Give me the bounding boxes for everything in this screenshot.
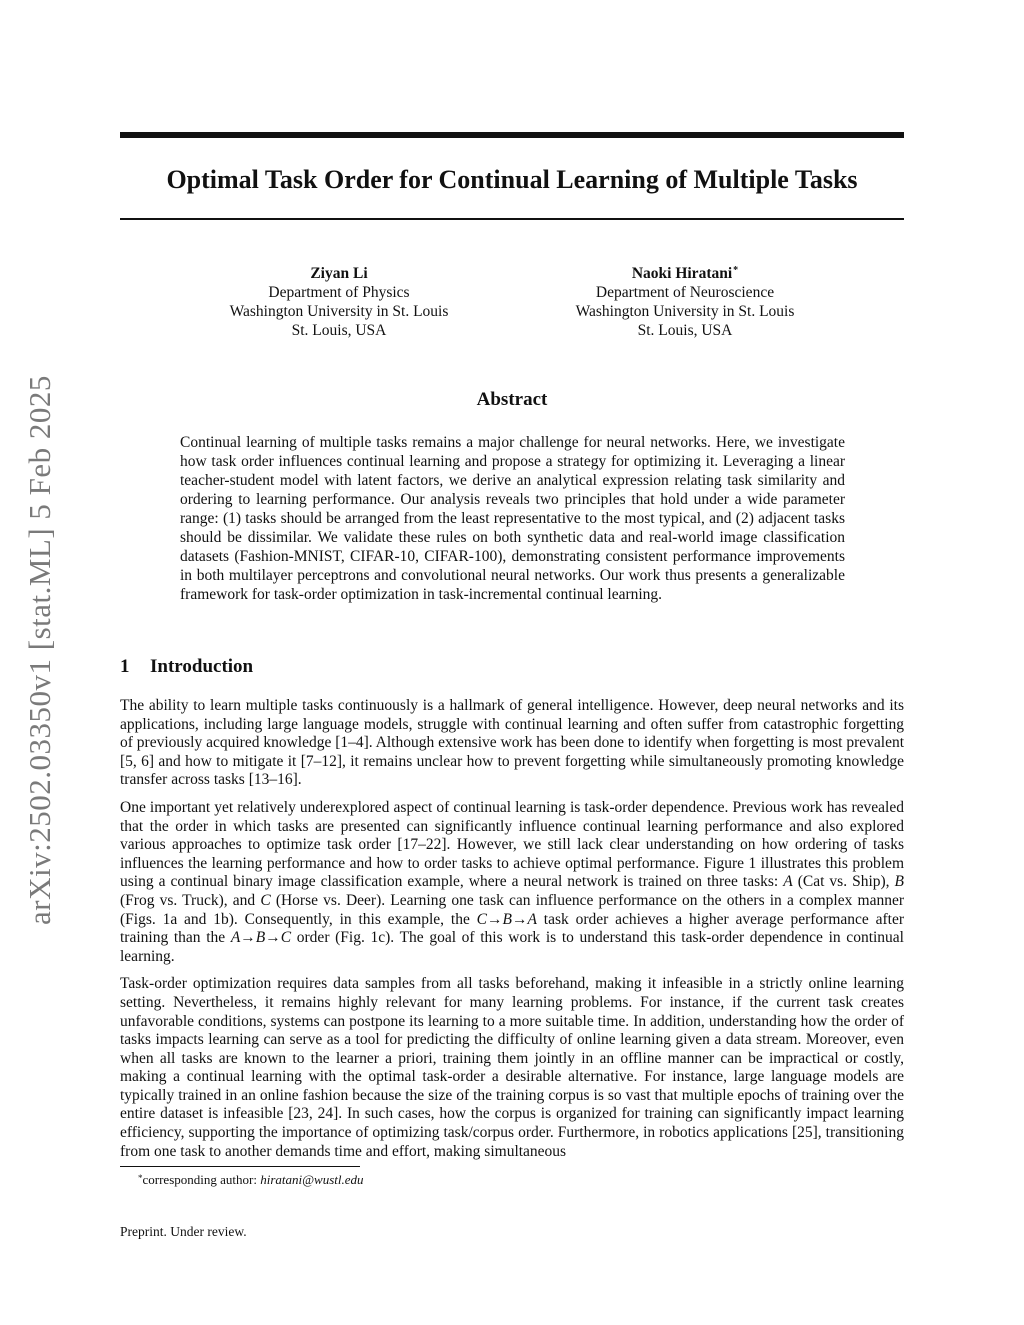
email-link[interactable]: hiratani@wustl.edu: [260, 1172, 364, 1187]
task-order: A→B→C: [230, 929, 292, 947]
task-order: C→B→A: [476, 910, 537, 928]
footnote-rule: [120, 1166, 360, 1167]
author-name: Ziyan Li: [310, 265, 368, 282]
title-bottom-rule: [120, 218, 904, 220]
author-institution: Washington University in St. Louis: [229, 303, 449, 320]
preprint-note: Preprint. Under review.: [120, 1224, 247, 1239]
abstract-heading: Abstract: [476, 389, 548, 410]
paper-title: Optimal Task Order for Continual Learning of Multiple Tasks: [166, 165, 858, 194]
author-institution: Washington University in St. Louis: [575, 303, 795, 320]
paragraph: Task-order optimization requires data samples from all tasks beforehand, making it infeasible in a strictly online learning setting. Nevertheless, it remains highly relevant for many learning problems. For instance, if the current task creates unfavorable conditions, systems can postpone its learning to a more suitable time. In addition, understanding how the order of tasks impacts learning can serve as a tool for predicting the difficulty of online learning given a data stream. Moreover, even when all tasks are known to the learner a priori, training them jointly in an offline manner can be impractical or costly, making a continual learning with the optimal task-order a desirable alternative. For instance, large language models are typically trained in an online fashion because the size of the training corpus is so vast that multiple epochs of training over the entire dataset is infeasible [23, 24]. In such cases, how the corpus is organized for training can significantly impact learning efficiency, supporting the importance of optimizing task/corpus order. Furthermore, in robotics applications [25], transitioning from one task to another demands time and effort, making simultaneous: [120, 975, 904, 1160]
footnote-marker: *: [138, 1173, 143, 1183]
introduction-body: [120, 697, 904, 1161]
footnote-marker: *: [733, 265, 739, 276]
task-symbol: A: [783, 873, 793, 891]
section-number: 1: [120, 656, 130, 677]
author-department: Department of Physics: [268, 284, 410, 301]
section-heading-introduction: [120, 654, 904, 680]
task-symbol: C: [260, 891, 271, 909]
author-location: St. Louis, USA: [291, 322, 387, 339]
author-block-1: [198, 264, 480, 340]
arxiv-identifier-stamp: arXiv:2502.03350v1 [stat.ML] 5 Feb 2025: [22, 375, 57, 925]
paragraph: The ability to learn multiple tasks continuously is a hallmark of general intelligence. However, deep neural networks and its applications, including large language models, struggle with continual learning and often suffer from catastrophic forgetting of previously acquired knowledge [1–4]. Although extensive work has been done to identify when forgetting is most prevalent [5, 6] and how to mitigate it [7–12], it remains unclear how to prevent forgetting while simultaneously promoting knowledge transfer across tasks [13–16].: [120, 697, 905, 789]
footnote: *corresponding author: hiratani@wustl.edu: [138, 1172, 364, 1187]
title-top-rule: [120, 132, 904, 138]
section-title: Introduction: [150, 656, 254, 677]
paragraph: One important yet relatively underexplored aspect of continual learning is task-order dependence. Previous work has revealed that the order in which tasks are presented can significantly influence continual learning performance and also explored various approaches to optimize task order [17–22]. However, we still lack clear understanding on how ordering of tasks influences the learning performance and how to order tasks to achieve optimal performance. Figure 1 illustrates this problem using a continual binary image classification example, where a neural network is trained on three tasks: A (Cat vs. Ship), B (Frog vs. Truck), and C (Horse vs. Deer). Learning one task can influence performance on the others in a complex manner (Figs. 1a and 1b). Consequently, in this example, the C→B→A task order achieves a higher average performance after training than the A→B→C order (Fig. 1c). The goal of this work is to understand this task-order dependence in continual learning.: [120, 798, 905, 965]
author-department: Department of Neuroscience: [595, 284, 775, 301]
task-symbol: B: [894, 873, 905, 891]
author-block-2: [544, 264, 826, 340]
abstract-text: Continual learning of multiple tasks remains a major challenge for neural networks. Here, we investigate how task order influences continual learning and propose a strategy for optimizing it. Leveraging a linear teacher-student model with latent factors, we derive an analytical expression relating task similarity and ordering to learning performance. Our analysis reveals two principles that hold under a wide parameter range: (1) tasks should be arranged from the least representative to the most typical, and (2) adjacent tasks should be dissimilar. We validate these rules on both synthetic data and real-world image classification datasets (Fashion-MNIST, CIFAR-10, CIFAR-100), demonstrating consistent performance improvements in both multilayer perceptrons and convolutional neural networks. Our work thus presents a generalizable framework for task-order optimization in task-incremental continual learning.: [180, 434, 845, 603]
author-name: Naoki Hiratani*: [631, 265, 739, 282]
author-location: St. Louis, USA: [637, 322, 733, 339]
